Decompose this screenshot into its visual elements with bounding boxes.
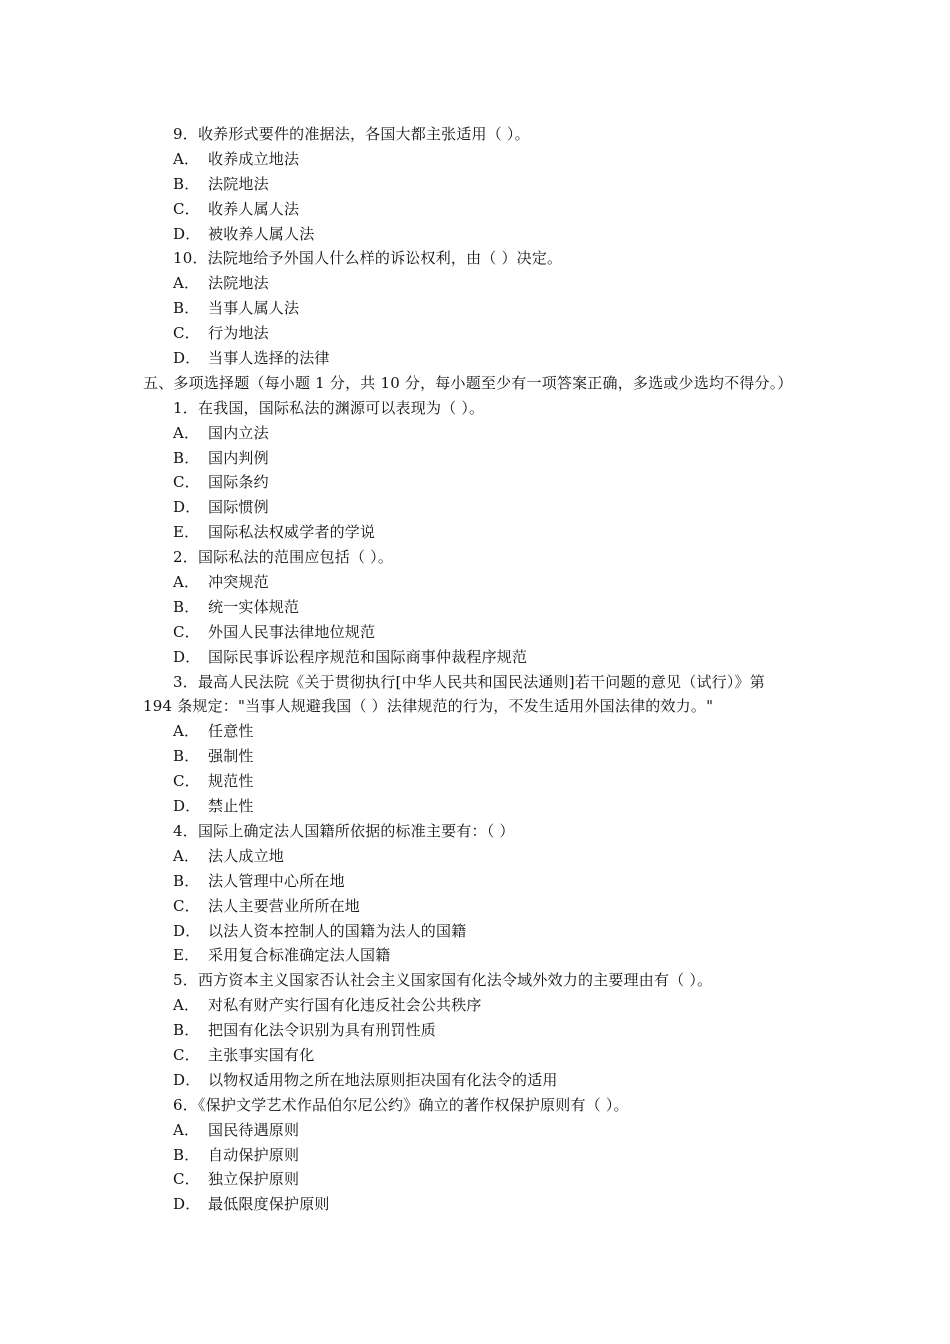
answer-option [0, 794, 950, 819]
answer-option [0, 470, 950, 495]
option-text: 国内判例 [208, 448, 269, 467]
answer-option [0, 1018, 950, 1043]
option-text: 最低限度保护原则 [208, 1195, 330, 1214]
option-text: 国民待遇原则 [208, 1120, 300, 1139]
answer-option [0, 520, 950, 545]
option-text: 当事人选择的法律 [208, 349, 330, 368]
option-text: 自动保护原则 [208, 1145, 300, 1164]
option-letter: C． [173, 622, 200, 641]
option-text: 被收养人属人法 [208, 224, 315, 243]
answer-option [0, 744, 950, 769]
option-letter: A． [173, 149, 200, 168]
option-text: 法院地法 [208, 174, 269, 193]
answer-option [0, 645, 950, 670]
option-letter: C． [173, 772, 200, 791]
answer-option [0, 446, 950, 471]
option-letter: D． [173, 349, 201, 368]
option-text: 任意性 [208, 722, 254, 741]
question-stem: 2．国际私法的范围应包括（ ）。 [173, 548, 394, 567]
answer-option [0, 919, 950, 944]
option-text: 当事人属人法 [208, 299, 300, 318]
option-letter: C． [173, 896, 200, 915]
option-text: 禁止性 [208, 797, 254, 816]
question-stem: 3．最高人民法院《关于贯彻执行[中华人民共和国民法通则]若干问题的意见（试行）》第 [173, 672, 765, 691]
answer-option [0, 197, 950, 222]
option-text: 行为地法 [208, 324, 269, 343]
option-text: 国际民事诉讼程序规范和国际商事仲裁程序规范 [208, 647, 528, 666]
option-text: 法人管理中心所在地 [208, 871, 345, 890]
option-letter: C． [173, 199, 200, 218]
option-letter: D． [173, 1070, 201, 1089]
option-letter: B． [173, 871, 200, 890]
answer-option [0, 495, 950, 520]
answer-option [0, 869, 950, 894]
option-text: 统一实体规范 [208, 597, 300, 616]
question-stem: 10．法院地给予外国人什么样的诉讼权利，由（ ）决定。 [173, 249, 563, 268]
answer-option [0, 570, 950, 595]
answer-option [0, 222, 950, 247]
answer-option [0, 271, 950, 296]
option-text: 法人主要营业所所在地 [208, 896, 361, 915]
option-letter: A． [173, 423, 200, 442]
option-letter: B． [173, 747, 200, 766]
option-letter: D． [173, 498, 201, 517]
option-letter: D． [173, 797, 201, 816]
question-stem: 1．在我国，国际私法的渊源可以表现为（ ）。 [173, 398, 485, 417]
answer-option [0, 321, 950, 346]
option-text: 国际惯例 [208, 498, 269, 517]
option-text: 法院地法 [208, 274, 269, 293]
option-letter: E． [173, 523, 200, 542]
answer-option [0, 1068, 950, 1093]
option-text: 国际条约 [208, 473, 269, 492]
option-letter: B． [173, 174, 200, 193]
answer-option [0, 894, 950, 919]
section-heading: 五、多项选择题（每小题 1 分，共 10 分，每小题至少有一项答案正确，多选或少选均不得分。） [143, 373, 793, 392]
option-text: 采用复合标准确定法人国籍 [208, 946, 391, 965]
answer-option [0, 296, 950, 321]
option-letter: C． [173, 1170, 200, 1189]
question-stem: 5．西方资本主义国家否认社会主义国家国有化法令域外效力的主要理由有（ ）。 [173, 971, 713, 990]
document-page [0, 122, 950, 1217]
option-letter: B． [173, 448, 200, 467]
option-text: 规范性 [208, 772, 254, 791]
option-letter: D． [173, 647, 201, 666]
option-text: 以物权适用物之所在地法原则拒决国有化法令的适用 [208, 1070, 558, 1089]
option-letter: D． [173, 224, 201, 243]
answer-option [0, 769, 950, 794]
option-letter: A． [173, 846, 200, 865]
option-text: 国内立法 [208, 423, 269, 442]
option-letter: C． [173, 473, 200, 492]
option-letter: A． [173, 722, 200, 741]
option-letter: C． [173, 324, 200, 343]
answer-option [0, 172, 950, 197]
question-stem: 4．国际上确定法人国籍所依据的标准主要有：（ ） [173, 821, 515, 840]
option-letter: A． [173, 1120, 200, 1139]
answer-option [0, 1043, 950, 1068]
answer-option [0, 1167, 950, 1192]
answer-option [0, 147, 950, 172]
option-text: 以法人资本控制人的国籍为法人的国籍 [208, 921, 467, 940]
option-letter: B． [173, 1021, 200, 1040]
answer-option [0, 943, 950, 968]
option-letter: A． [173, 996, 200, 1015]
option-letter: B． [173, 299, 200, 318]
option-letter: A． [173, 573, 200, 592]
option-letter: D． [173, 1195, 201, 1214]
answer-option [0, 1192, 950, 1217]
option-text: 收养人属人法 [208, 199, 300, 218]
option-text: 国际私法权威学者的学说 [208, 523, 376, 542]
option-text: 外国人民事法律地位规范 [208, 622, 376, 641]
question-continuation: 194 条规定："当事人规避我国（ ）法律规范的行为，不发生适用外国法律的效力。" [143, 697, 714, 716]
answer-option [0, 346, 950, 371]
option-letter: B． [173, 597, 200, 616]
answer-option [0, 1143, 950, 1168]
option-letter: B． [173, 1145, 200, 1164]
option-letter: A． [173, 274, 200, 293]
option-letter: E． [173, 946, 200, 965]
option-text: 强制性 [208, 747, 254, 766]
answer-option [0, 1118, 950, 1143]
answer-option [0, 719, 950, 744]
option-text: 冲突规范 [208, 573, 269, 592]
option-text: 收养成立地法 [208, 149, 300, 168]
option-letter: C． [173, 1045, 200, 1064]
question-stem: 6．《保护文学艺术作品伯尔尼公约》确立的著作权保护原则有（ ）。 [173, 1095, 629, 1114]
option-text: 独立保护原则 [208, 1170, 300, 1189]
answer-option [0, 421, 950, 446]
answer-option [0, 993, 950, 1018]
option-text: 把国有化法令识别为具有刑罚性质 [208, 1021, 437, 1040]
question-stem: 9．收养形式要件的准据法，各国大都主张适用（ ）。 [173, 125, 530, 143]
option-text: 主张事实国有化 [208, 1045, 315, 1064]
option-letter: D． [173, 921, 201, 940]
answer-option [0, 620, 950, 645]
option-text: 法人成立地 [208, 846, 285, 865]
option-text: 对私有财产实行国有化违反社会公共秩序 [208, 996, 482, 1015]
answer-option [0, 595, 950, 620]
answer-option [0, 844, 950, 869]
